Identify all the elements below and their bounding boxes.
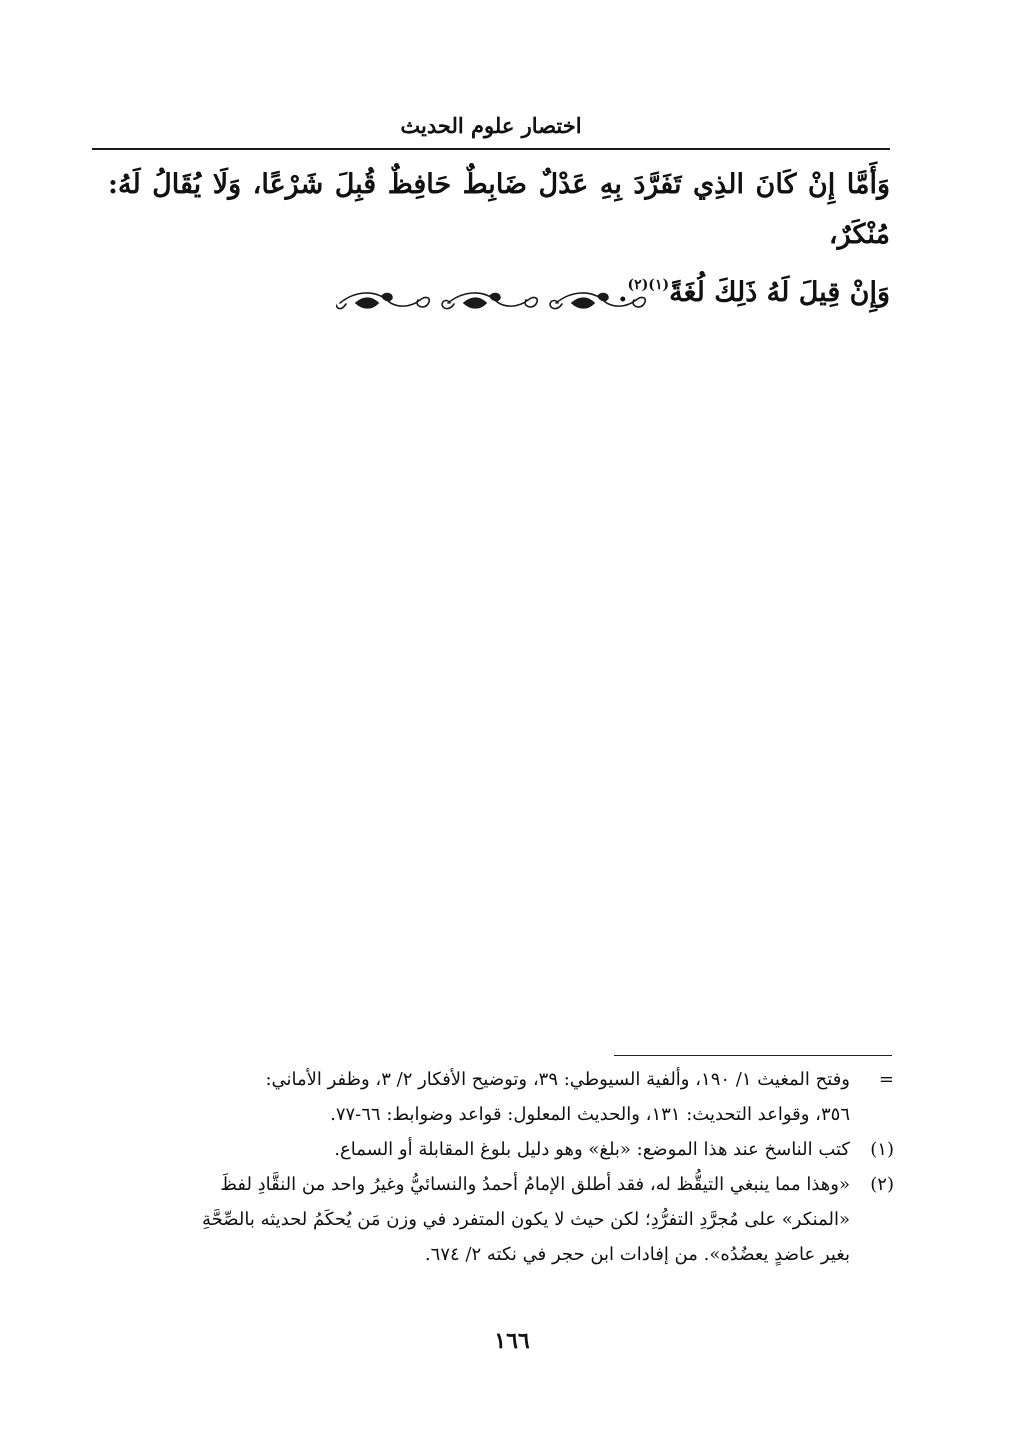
book-title: اختصار علوم الحديث — [400, 113, 582, 138]
footnote-2-marker[interactable]: (٢) — [870, 1174, 894, 1195]
footnote-2-line-2: «المنكر» على مُجرَّدِ التفرُّدِ؛ لكن حيث لا يكون المتفرد في وزن مَن يُحكَمُ لحديثه بالصِّحَّةِ — [202, 1209, 850, 1230]
footnote-2-line-3: بغير عاضدٍ يعضُدُه». من إفادات ابن حجر في نكته ٢/ ٦٧٤. — [424, 1244, 850, 1265]
footnotes — [108, 1062, 894, 1272]
footnote-1-text: كتب الناسخ عند هذا الموضع: «بلغ» وهو دليل بلوغ المقابلة أو السماع. — [334, 1139, 850, 1160]
main-text-line-2-body: وَإِنْ قِيلَ لَهُ ذَلِكَ لُغَةً — [669, 277, 890, 308]
footnote-continued-body — [108, 1062, 850, 1132]
main-text-line-2-end: . — [618, 277, 628, 308]
footnote-continued-marker: = — [878, 1069, 894, 1090]
footnote-1-body — [108, 1132, 850, 1167]
footnote-continued — [108, 1062, 894, 1132]
footnote-separator — [614, 1055, 892, 1056]
page-number: ١٦٦ — [494, 1328, 530, 1354]
footnote-2-body — [108, 1167, 850, 1272]
footnote-2-line-1: «وهذا مما ينبغي التيقُّظ له، فقد أطلق الإمامُ أحمدُ والنسائيُّ وغيرُ واحد من النقَّادِ لفظَ — [220, 1174, 850, 1195]
footnote-refs[interactable]: (١)(٢) — [627, 277, 670, 293]
floral-motif-right — [550, 293, 645, 309]
main-text-line-1: وَأَمَّا إِنْ كَانَ الذِي تَفَرَّدَ بِهِ عَدْلٌ ضَابِطٌ حَافِظٌ قُبِلَ شَرْعًا، وَلَا يُقَالُ لَهُ: مُنْكَرٌ، — [108, 169, 890, 250]
footnote-continued-line-1: وفتح المغيث ١/ ١٩٠، وألفية السيوطي: ٣٩، وتوضيح الأفكار ٢/ ٣، وظفر الأماني: — [265, 1069, 850, 1090]
footnote-2 — [108, 1167, 894, 1272]
running-header — [92, 108, 890, 150]
floral-motif-left — [336, 293, 429, 309]
footnote-continued-line-2: ٣٥٦، وقواعد التحديث: ١٣١، والحديث المعلول: قواعد وضوابط: ٦٦-٧٧. — [330, 1104, 850, 1125]
floral-divider-icon — [336, 286, 656, 320]
floral-motif-center — [442, 293, 537, 309]
footnote-1 — [108, 1132, 894, 1167]
footnote-1-marker[interactable]: (١) — [870, 1139, 894, 1160]
